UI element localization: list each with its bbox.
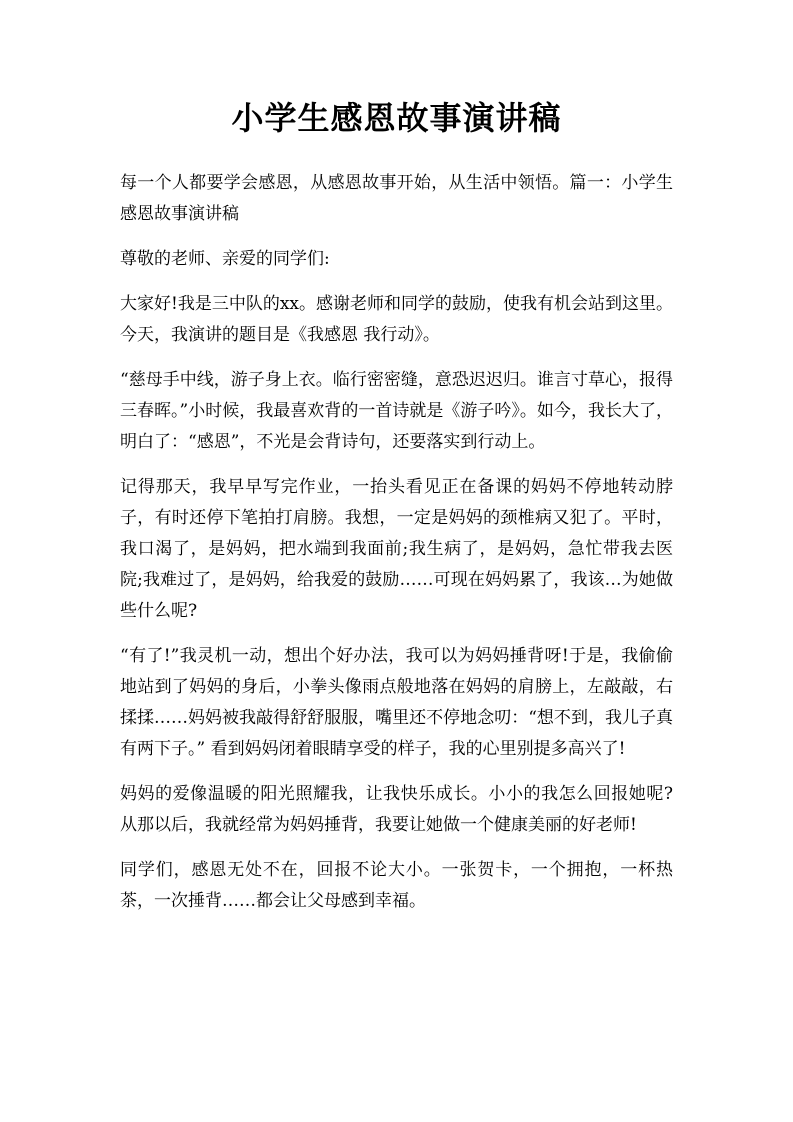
paragraph-intro: 每一个人都要学会感恩，从感恩故事开始，从生活中领悟。篇一：小学生感恩故事演讲稿 xyxy=(120,173,673,224)
paragraph-mothers-love: 妈妈的爱像温暖的阳光照耀我，让我快乐成长。小小的我怎么回报她呢?从那以后，我就经常为妈妈捶背，我要让她做一个健康美丽的好老师! xyxy=(120,784,673,835)
paragraph-massage: “有了!”我灵机一动，想出个好办法，我可以为妈妈捶背呀!于是，我偷偷地站到了妈妈的身后，小拳头像雨点般地落在妈妈的肩膀上，左敲敲，右揉揉……妈妈被我敲得舒舒服服，嘴里还不停地念叨：“想不到，我儿子真有两下子。” 看到妈妈闭着眼睛享受的样子，我的心里别提多高兴了! xyxy=(120,646,673,759)
document-body xyxy=(120,168,673,931)
document-title: 小学生感恩故事演讲稿 xyxy=(231,99,562,137)
paragraph-poem: “慈母手中线，游子身上衣。临行密密缝，意恐迟迟归。谁言寸草心，报得三春晖。”小时候，我最喜欢背的一首诗就是《游子吟》。如今，我长大了，明白了：“感恩”，不光是会背诗句，还要落实到行动上。 xyxy=(120,370,673,452)
paragraph-greeting: 尊敬的老师、亲爱的同学们: xyxy=(120,249,330,269)
paragraph-opening: 大家好!我是三中队的xx。感谢老师和同学的鼓励，使我有机会站到这里。今天，我演讲的题目是《我感恩 我行动》。 xyxy=(120,294,674,345)
paragraph-memory: 记得那天，我早早写完作业，一抬头看见正在备课的妈妈不停地转动脖子，有时还停下笔拍打肩膀。我想，一定是妈妈的颈椎病又犯了。平时，我口渴了，是妈妈，把水端到我面前;我生病了，是妈妈，急忙带我去医院;我难过了，是妈妈，给我爱的鼓励……可现在妈妈累了，我该…为她做些什么呢? xyxy=(120,477,673,621)
paragraph-closing: 同学们，感恩无处不在，回报不论大小。一张贺卡，一个拥抱，一杯热茶，一次捶背……都会让父母感到幸福。 xyxy=(120,860,673,911)
